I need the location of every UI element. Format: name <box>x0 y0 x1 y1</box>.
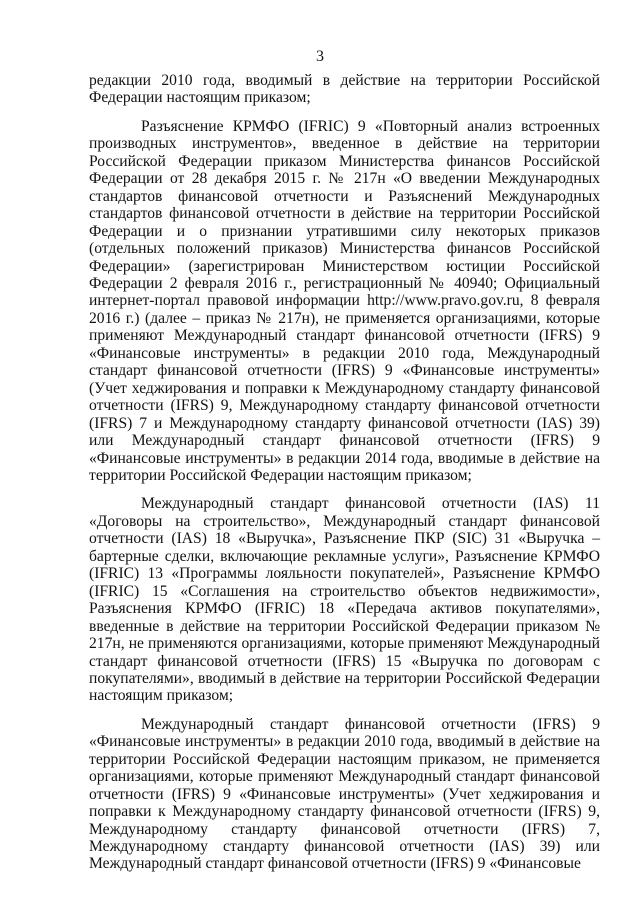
document-body <box>89 72 600 873</box>
page-number: 3 <box>316 48 324 65</box>
paragraph-continuation: редакции 2010 года, вводимый в действие на территории Российской Федерации настоящим приказом; <box>89 72 600 107</box>
paragraph-ifric-9: Разъяснение КРМФО (IFRIC) 9 «Повторный анализ встроенных производных инструментов», введенное в действие на территории Российской Федерации приказом Министерства финансов Российской Федерации от 28 декабря 2015 г. № 217н «О введении Международных стандартов финансовой отчетности и Разъяснений Международных стандартов финансовой отчетности в действие на территории Российской Федерации и о признании утратившими силу некоторых приказов (отдельных положений приказов) Министерства финансов Российской Федерации» (зарегистрирован Министерством юстиции Российской Федерации 2 февраля 2016 г., регистрационный № 40940; Официальный интернет-портал правовой информации http://www.pravo.gov.ru, 8 февраля 2016 г.) (далее – приказ № 217н), не применяется организациями, которые применяют Международный стандарт финансовой отчетности (IFRS) 9 «Финансовые инструменты» в редакции 2010 года, Международный стандарт финансовой отчетности (IFRS) 9 «Финансовые инструменты» (Учет хеджирования и поправки к Международному стандарту финансовой отчетности (IFRS) 9, Международному стандарту финансовой отчетности (IFRS) 7 и Международному стандарту финансовой отчетности (IAS) 39) или Международный стандарт финансовой отчетности (IFRS) 9 «Финансовые инструменты» в редакции 2014 года, вводимые в действие на территории Российской Федерации настоящим приказом; <box>89 117 600 484</box>
paragraph-ifrs-9-2010: Международный стандарт финансовой отчетности (IFRS) 9 «Финансовые инструменты» в редакции 2010 года, вводимый в действие на территории Российской Федерации настоящим приказом, не применяется организациями, которые применяют Международный стандарт финансовой отчетности (IFRS) 9 «Финансовые инструменты» (Учет хеджирования и поправки к Международному стандарту финансовой отчетности (IFRS) 9, Международному стандарту финансовой отчетности (IFRS) 7, Международному стандарту финансовой отчетности (IAS) 39) или Международный стандарт финансовой отчетности (IFRS) 9 «Финансовые <box>89 715 600 873</box>
paragraph-ias-11-ias-18: Международный стандарт финансовой отчетности (IAS) 11 «Договоры на строительство», Международный стандарт финансовой отчетности (IAS) 18 «Выручка», Разъяснение ПКР (SIC) 31 «Выручка – бартерные сделки, включающие рекламные услуги», Разъяснение КРМФО (IFRIC) 13 «Программы лояльности покупателей», Разъяснение КРМФО (IFRIC) 15 «Соглашения на строительство объектов недвижимости», Разъяснения КРМФО (IFRIC) 18 «Передача активов покупателями», введенные в действие на территории Российской Федерации приказом № 217н, не применяются организациями, которые применяют Международный стандарт финансовой отчетности (IFRS) 15 «Выручка по договорам с покупателями», вводимый в действие на территории Российской Федерации настоящим приказом; <box>89 495 600 705</box>
